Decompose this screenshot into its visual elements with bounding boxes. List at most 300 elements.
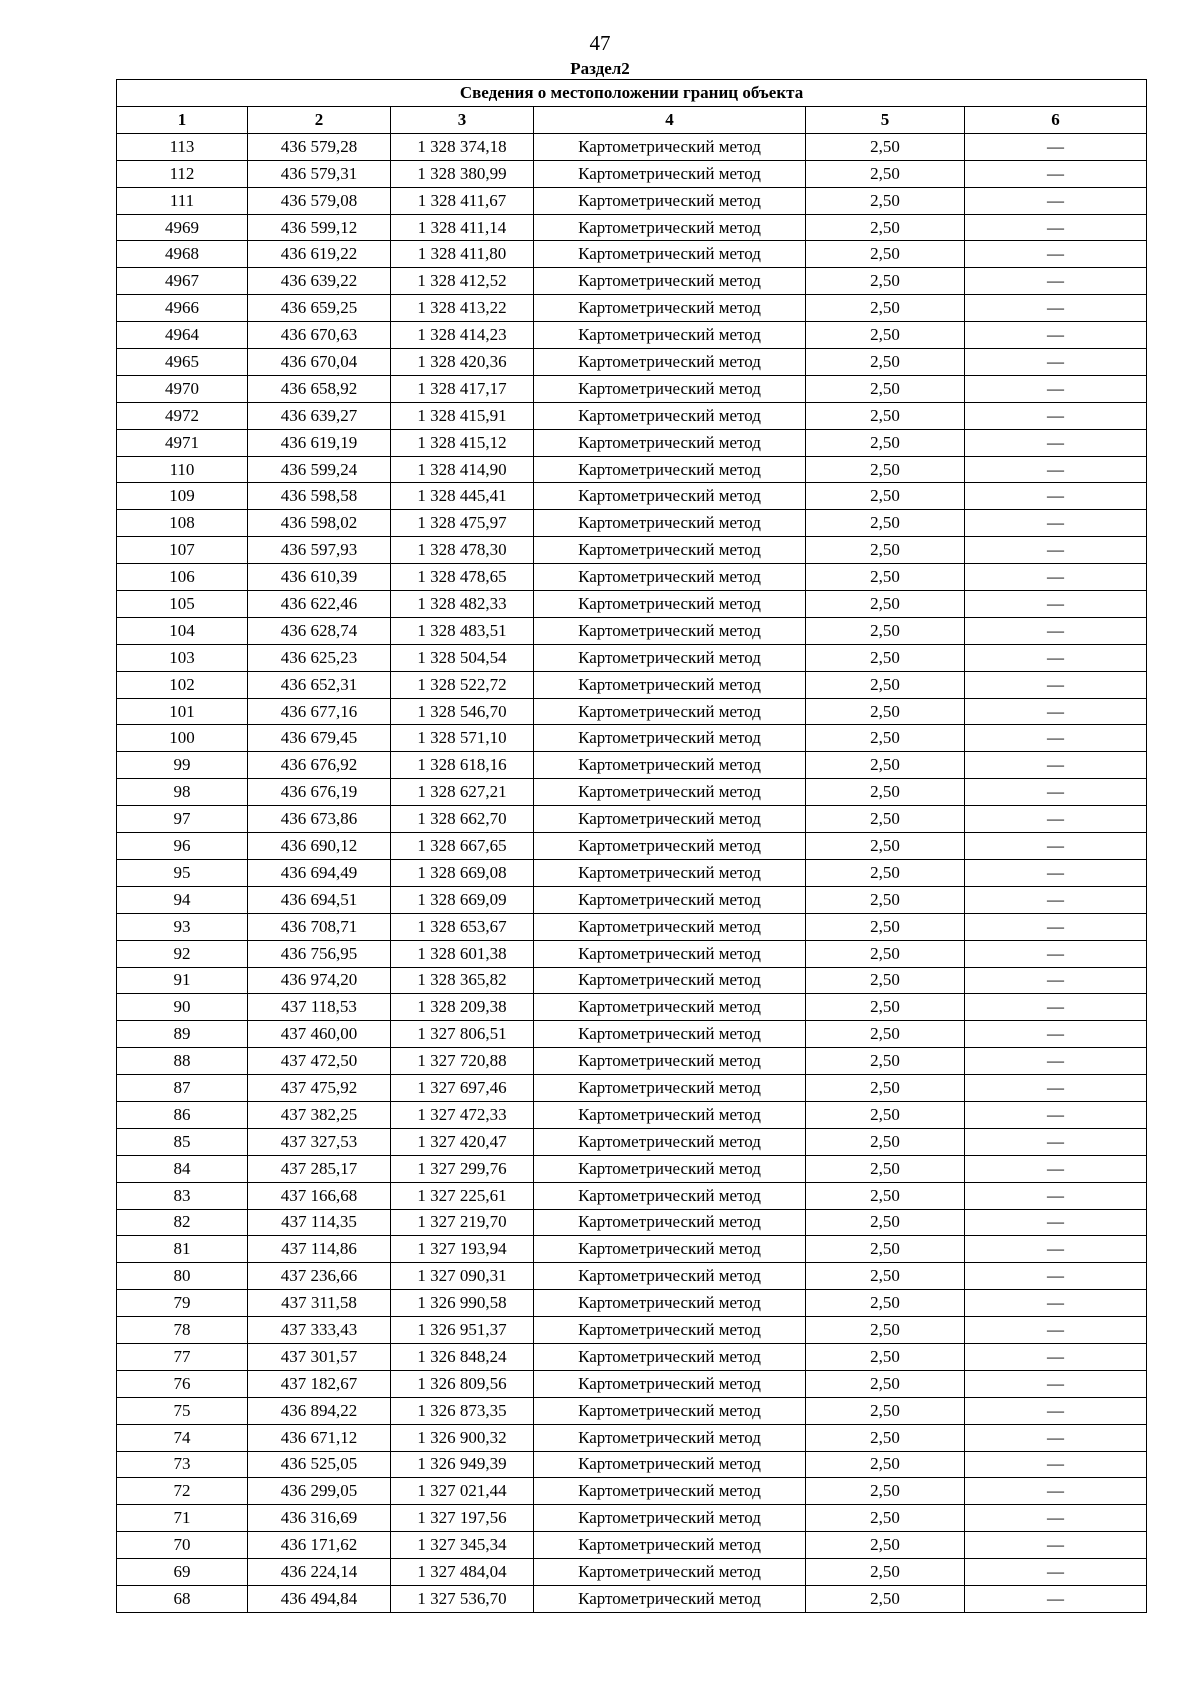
point-number-cell: 79: [117, 1290, 248, 1317]
table-row: [117, 1397, 1147, 1424]
y-coordinate-cell: 1 328 413,22: [391, 295, 534, 322]
accuracy-cell: 2,50: [806, 375, 965, 402]
note-cell: —: [965, 591, 1147, 618]
column-header: 3: [391, 107, 534, 134]
x-coordinate-cell: 436 579,28: [248, 133, 391, 160]
x-coordinate-cell: 437 166,68: [248, 1182, 391, 1209]
accuracy-cell: 2,50: [806, 160, 965, 187]
table-row: [117, 1478, 1147, 1505]
column-header: 5: [806, 107, 965, 134]
method-cell: Картометрический метод: [534, 994, 806, 1021]
table-row: [117, 375, 1147, 402]
method-cell: Картометрический метод: [534, 456, 806, 483]
x-coordinate-cell: 436 599,24: [248, 456, 391, 483]
x-coordinate-cell: 437 333,43: [248, 1317, 391, 1344]
accuracy-cell: 2,50: [806, 295, 965, 322]
x-coordinate-cell: 436 619,22: [248, 241, 391, 268]
table-row: [117, 940, 1147, 967]
accuracy-cell: 2,50: [806, 940, 965, 967]
method-cell: Картометрический метод: [534, 375, 806, 402]
x-coordinate-cell: 436 690,12: [248, 833, 391, 860]
method-cell: Картометрический метод: [534, 1101, 806, 1128]
table-caption: Сведения о местоположении границ объекта: [117, 80, 1147, 107]
y-coordinate-cell: 1 328 365,82: [391, 967, 534, 994]
point-number-cell: 98: [117, 779, 248, 806]
y-coordinate-cell: 1 328 412,52: [391, 268, 534, 295]
accuracy-cell: 2,50: [806, 133, 965, 160]
point-number-cell: 69: [117, 1559, 248, 1586]
column-header: 6: [965, 107, 1147, 134]
point-number-cell: 112: [117, 160, 248, 187]
note-cell: —: [965, 1048, 1147, 1075]
table-row: [117, 698, 1147, 725]
x-coordinate-cell: 437 382,25: [248, 1101, 391, 1128]
table-row: [117, 591, 1147, 618]
y-coordinate-cell: 1 328 415,12: [391, 429, 534, 456]
x-coordinate-cell: 436 659,25: [248, 295, 391, 322]
x-coordinate-cell: 437 285,17: [248, 1155, 391, 1182]
table-row: [117, 1317, 1147, 1344]
method-cell: Картометрический метод: [534, 322, 806, 349]
x-coordinate-cell: 436 598,58: [248, 483, 391, 510]
accuracy-cell: 2,50: [806, 1397, 965, 1424]
x-coordinate-cell: 436 598,02: [248, 510, 391, 537]
x-coordinate-cell: 437 236,66: [248, 1263, 391, 1290]
table-row: [117, 1559, 1147, 1586]
y-coordinate-cell: 1 328 445,41: [391, 483, 534, 510]
table-row: [117, 725, 1147, 752]
method-cell: Картометрический метод: [534, 295, 806, 322]
method-cell: Картометрический метод: [534, 160, 806, 187]
accuracy-cell: 2,50: [806, 1021, 965, 1048]
accuracy-cell: 2,50: [806, 591, 965, 618]
point-number-cell: 72: [117, 1478, 248, 1505]
method-cell: Картометрический метод: [534, 1263, 806, 1290]
accuracy-cell: 2,50: [806, 1585, 965, 1612]
note-cell: —: [965, 994, 1147, 1021]
table-row: [117, 1424, 1147, 1451]
table-row: [117, 1128, 1147, 1155]
x-coordinate-cell: 436 974,20: [248, 967, 391, 994]
y-coordinate-cell: 1 327 299,76: [391, 1155, 534, 1182]
x-coordinate-cell: 436 622,46: [248, 591, 391, 618]
table-row: [117, 1101, 1147, 1128]
method-cell: Картометрический метод: [534, 967, 806, 994]
note-cell: —: [965, 1101, 1147, 1128]
method-cell: Картометрический метод: [534, 1424, 806, 1451]
table-row: [117, 1021, 1147, 1048]
method-cell: Картометрический метод: [534, 241, 806, 268]
accuracy-cell: 2,50: [806, 1182, 965, 1209]
point-number-cell: 103: [117, 644, 248, 671]
method-cell: Картометрический метод: [534, 268, 806, 295]
y-coordinate-cell: 1 327 197,56: [391, 1505, 534, 1532]
section-label: Раздел2: [570, 59, 630, 78]
note-cell: —: [965, 725, 1147, 752]
table-row: [117, 133, 1147, 160]
table-row: [117, 1075, 1147, 1102]
x-coordinate-cell: 436 597,93: [248, 537, 391, 564]
y-coordinate-cell: 1 328 414,90: [391, 456, 534, 483]
x-coordinate-cell: 436 628,74: [248, 617, 391, 644]
y-coordinate-cell: 1 328 618,16: [391, 752, 534, 779]
point-number-cell: 68: [117, 1585, 248, 1612]
point-number-cell: 91: [117, 967, 248, 994]
point-number-cell: 81: [117, 1236, 248, 1263]
point-number-cell: 88: [117, 1048, 248, 1075]
x-coordinate-cell: 436 610,39: [248, 564, 391, 591]
x-coordinate-cell: 436 299,05: [248, 1478, 391, 1505]
page-number: 47: [589, 31, 611, 55]
accuracy-cell: 2,50: [806, 268, 965, 295]
table-row: [117, 1263, 1147, 1290]
x-coordinate-cell: 436 756,95: [248, 940, 391, 967]
accuracy-cell: 2,50: [806, 644, 965, 671]
note-cell: —: [965, 913, 1147, 940]
note-cell: —: [965, 1532, 1147, 1559]
column-header-row: [117, 107, 1147, 134]
point-number-cell: 83: [117, 1182, 248, 1209]
method-cell: Картометрический метод: [534, 1532, 806, 1559]
method-cell: Картометрический метод: [534, 1021, 806, 1048]
point-number-cell: 76: [117, 1370, 248, 1397]
point-number-cell: 71: [117, 1505, 248, 1532]
table-row: [117, 160, 1147, 187]
point-number-cell: 4964: [117, 322, 248, 349]
note-cell: —: [965, 295, 1147, 322]
method-cell: Картометрический метод: [534, 591, 806, 618]
point-number-cell: 4966: [117, 295, 248, 322]
table-row: [117, 1370, 1147, 1397]
note-cell: —: [965, 752, 1147, 779]
accuracy-cell: 2,50: [806, 1424, 965, 1451]
note-cell: —: [965, 1424, 1147, 1451]
y-coordinate-cell: 1 328 504,54: [391, 644, 534, 671]
method-cell: Картометрический метод: [534, 1048, 806, 1075]
accuracy-cell: 2,50: [806, 886, 965, 913]
point-number-cell: 89: [117, 1021, 248, 1048]
table-row: [117, 537, 1147, 564]
x-coordinate-cell: 436 671,12: [248, 1424, 391, 1451]
table-row: [117, 214, 1147, 241]
x-coordinate-cell: 436 619,19: [248, 429, 391, 456]
accuracy-cell: 2,50: [806, 1478, 965, 1505]
method-cell: Картометрический метод: [534, 429, 806, 456]
accuracy-cell: 2,50: [806, 1559, 965, 1586]
note-cell: —: [965, 698, 1147, 725]
table-row: [117, 1236, 1147, 1263]
point-number-cell: 90: [117, 994, 248, 1021]
method-cell: Картометрический метод: [534, 1397, 806, 1424]
note-cell: —: [965, 1559, 1147, 1586]
table-row: [117, 913, 1147, 940]
point-number-cell: 82: [117, 1209, 248, 1236]
y-coordinate-cell: 1 328 411,14: [391, 214, 534, 241]
y-coordinate-cell: 1 328 522,72: [391, 671, 534, 698]
x-coordinate-cell: 436 673,86: [248, 806, 391, 833]
x-coordinate-cell: 436 694,51: [248, 886, 391, 913]
y-coordinate-cell: 1 328 478,65: [391, 564, 534, 591]
note-cell: —: [965, 644, 1147, 671]
point-number-cell: 80: [117, 1263, 248, 1290]
accuracy-cell: 2,50: [806, 1370, 965, 1397]
x-coordinate-cell: 436 670,63: [248, 322, 391, 349]
table-row: [117, 349, 1147, 376]
accuracy-cell: 2,50: [806, 1101, 965, 1128]
column-header: 1: [117, 107, 248, 134]
column-header: 4: [534, 107, 806, 134]
note-cell: —: [965, 1182, 1147, 1209]
method-cell: Картометрический метод: [534, 1209, 806, 1236]
x-coordinate-cell: 436 677,16: [248, 698, 391, 725]
x-coordinate-cell: 436 708,71: [248, 913, 391, 940]
point-number-cell: 96: [117, 833, 248, 860]
y-coordinate-cell: 1 326 900,32: [391, 1424, 534, 1451]
accuracy-cell: 2,50: [806, 1155, 965, 1182]
method-cell: Картометрический метод: [534, 564, 806, 591]
note-cell: —: [965, 564, 1147, 591]
point-number-cell: 105: [117, 591, 248, 618]
point-number-cell: 75: [117, 1397, 248, 1424]
table-row: [117, 1343, 1147, 1370]
table-row: [117, 564, 1147, 591]
point-number-cell: 4968: [117, 241, 248, 268]
accuracy-cell: 2,50: [806, 994, 965, 1021]
method-cell: Картометрический метод: [534, 913, 806, 940]
x-coordinate-cell: 436 625,23: [248, 644, 391, 671]
y-coordinate-cell: 1 328 546,70: [391, 698, 534, 725]
y-coordinate-cell: 1 327 536,70: [391, 1585, 534, 1612]
method-cell: Картометрический метод: [534, 1370, 806, 1397]
x-coordinate-cell: 436 639,22: [248, 268, 391, 295]
y-coordinate-cell: 1 328 483,51: [391, 617, 534, 644]
method-cell: Картометрический метод: [534, 940, 806, 967]
x-coordinate-cell: 436 670,04: [248, 349, 391, 376]
method-cell: Картометрический метод: [534, 1505, 806, 1532]
note-cell: —: [965, 456, 1147, 483]
accuracy-cell: 2,50: [806, 1343, 965, 1370]
y-coordinate-cell: 1 327 193,94: [391, 1236, 534, 1263]
note-cell: —: [965, 1075, 1147, 1102]
note-cell: —: [965, 967, 1147, 994]
note-cell: —: [965, 375, 1147, 402]
table-row: [117, 1209, 1147, 1236]
table-row: [117, 402, 1147, 429]
accuracy-cell: 2,50: [806, 510, 965, 537]
method-cell: Картометрический метод: [534, 1075, 806, 1102]
point-number-cell: 95: [117, 859, 248, 886]
table-row: [117, 510, 1147, 537]
y-coordinate-cell: 1 328 411,67: [391, 187, 534, 214]
method-cell: Картометрический метод: [534, 187, 806, 214]
note-cell: —: [965, 483, 1147, 510]
note-cell: —: [965, 1263, 1147, 1290]
table-row: [117, 456, 1147, 483]
x-coordinate-cell: 437 460,00: [248, 1021, 391, 1048]
accuracy-cell: 2,50: [806, 752, 965, 779]
note-cell: —: [965, 1155, 1147, 1182]
accuracy-cell: 2,50: [806, 187, 965, 214]
accuracy-cell: 2,50: [806, 859, 965, 886]
x-coordinate-cell: 437 114,35: [248, 1209, 391, 1236]
x-coordinate-cell: 436 894,22: [248, 1397, 391, 1424]
table-row: [117, 617, 1147, 644]
x-coordinate-cell: 436 652,31: [248, 671, 391, 698]
note-cell: —: [965, 1290, 1147, 1317]
note-cell: —: [965, 268, 1147, 295]
accuracy-cell: 2,50: [806, 1532, 965, 1559]
method-cell: Картометрический метод: [534, 133, 806, 160]
point-number-cell: 4971: [117, 429, 248, 456]
x-coordinate-cell: 437 475,92: [248, 1075, 391, 1102]
point-number-cell: 111: [117, 187, 248, 214]
point-number-cell: 4972: [117, 402, 248, 429]
point-number-cell: 94: [117, 886, 248, 913]
point-number-cell: 4965: [117, 349, 248, 376]
x-coordinate-cell: 436 494,84: [248, 1585, 391, 1612]
accuracy-cell: 2,50: [806, 806, 965, 833]
method-cell: Картометрический метод: [534, 1451, 806, 1478]
note-cell: —: [965, 349, 1147, 376]
note-cell: —: [965, 617, 1147, 644]
point-number-cell: 99: [117, 752, 248, 779]
point-number-cell: 4969: [117, 214, 248, 241]
method-cell: Картометрический метод: [534, 779, 806, 806]
point-number-cell: 97: [117, 806, 248, 833]
accuracy-cell: 2,50: [806, 349, 965, 376]
y-coordinate-cell: 1 328 414,23: [391, 322, 534, 349]
accuracy-cell: 2,50: [806, 698, 965, 725]
method-cell: Картометрический метод: [534, 1585, 806, 1612]
y-coordinate-cell: 1 327 484,04: [391, 1559, 534, 1586]
note-cell: —: [965, 1343, 1147, 1370]
table-row: [117, 1155, 1147, 1182]
y-coordinate-cell: 1 328 669,08: [391, 859, 534, 886]
note-cell: —: [965, 779, 1147, 806]
y-coordinate-cell: 1 328 478,30: [391, 537, 534, 564]
accuracy-cell: 2,50: [806, 1048, 965, 1075]
x-coordinate-cell: 437 114,86: [248, 1236, 391, 1263]
point-number-cell: 77: [117, 1343, 248, 1370]
note-cell: —: [965, 160, 1147, 187]
accuracy-cell: 2,50: [806, 1236, 965, 1263]
accuracy-cell: 2,50: [806, 1128, 965, 1155]
point-number-cell: 107: [117, 537, 248, 564]
method-cell: Картометрический метод: [534, 644, 806, 671]
table-row: [117, 322, 1147, 349]
column-header: 2: [248, 107, 391, 134]
method-cell: Картометрический метод: [534, 698, 806, 725]
point-number-cell: 109: [117, 483, 248, 510]
y-coordinate-cell: 1 326 809,56: [391, 1370, 534, 1397]
x-coordinate-cell: 437 301,57: [248, 1343, 391, 1370]
y-coordinate-cell: 1 328 417,17: [391, 375, 534, 402]
x-coordinate-cell: 436 676,92: [248, 752, 391, 779]
table-row: [117, 967, 1147, 994]
method-cell: Картометрический метод: [534, 1317, 806, 1344]
y-coordinate-cell: 1 328 209,38: [391, 994, 534, 1021]
note-cell: —: [965, 1478, 1147, 1505]
point-number-cell: 85: [117, 1128, 248, 1155]
note-cell: —: [965, 1451, 1147, 1478]
y-coordinate-cell: 1 327 697,46: [391, 1075, 534, 1102]
point-number-cell: 113: [117, 133, 248, 160]
x-coordinate-cell: 436 579,08: [248, 187, 391, 214]
table-row: [117, 859, 1147, 886]
point-number-cell: 70: [117, 1532, 248, 1559]
x-coordinate-cell: 436 171,62: [248, 1532, 391, 1559]
y-coordinate-cell: 1 327 420,47: [391, 1128, 534, 1155]
accuracy-cell: 2,50: [806, 671, 965, 698]
accuracy-cell: 2,50: [806, 1505, 965, 1532]
note-cell: —: [965, 214, 1147, 241]
y-coordinate-cell: 1 328 380,99: [391, 160, 534, 187]
note-cell: —: [965, 833, 1147, 860]
accuracy-cell: 2,50: [806, 402, 965, 429]
accuracy-cell: 2,50: [806, 1317, 965, 1344]
x-coordinate-cell: 436 224,14: [248, 1559, 391, 1586]
table-body: [117, 133, 1147, 1612]
note-cell: —: [965, 402, 1147, 429]
y-coordinate-cell: 1 328 415,91: [391, 402, 534, 429]
y-coordinate-cell: 1 328 420,36: [391, 349, 534, 376]
point-number-cell: 110: [117, 456, 248, 483]
y-coordinate-cell: 1 328 482,33: [391, 591, 534, 618]
method-cell: Картометрический метод: [534, 859, 806, 886]
y-coordinate-cell: 1 326 990,58: [391, 1290, 534, 1317]
method-cell: Картометрический метод: [534, 1559, 806, 1586]
method-cell: Картометрический метод: [534, 214, 806, 241]
table-row: [117, 1182, 1147, 1209]
method-cell: Картометрический метод: [534, 1155, 806, 1182]
accuracy-cell: 2,50: [806, 322, 965, 349]
method-cell: Картометрический метод: [534, 752, 806, 779]
note-cell: —: [965, 886, 1147, 913]
point-number-cell: 73: [117, 1451, 248, 1478]
note-cell: —: [965, 187, 1147, 214]
accuracy-cell: 2,50: [806, 241, 965, 268]
x-coordinate-cell: 437 118,53: [248, 994, 391, 1021]
table-row: [117, 268, 1147, 295]
note-cell: —: [965, 429, 1147, 456]
accuracy-cell: 2,50: [806, 779, 965, 806]
accuracy-cell: 2,50: [806, 564, 965, 591]
x-coordinate-cell: 436 525,05: [248, 1451, 391, 1478]
method-cell: Картометрический метод: [534, 671, 806, 698]
method-cell: Картометрический метод: [534, 349, 806, 376]
table-row: [117, 806, 1147, 833]
y-coordinate-cell: 1 326 949,39: [391, 1451, 534, 1478]
note-cell: —: [965, 671, 1147, 698]
accuracy-cell: 2,50: [806, 537, 965, 564]
accuracy-cell: 2,50: [806, 1075, 965, 1102]
point-number-cell: 106: [117, 564, 248, 591]
accuracy-cell: 2,50: [806, 967, 965, 994]
table-row: [117, 671, 1147, 698]
table-row: [117, 1505, 1147, 1532]
method-cell: Картометрический метод: [534, 1343, 806, 1370]
table-row: [117, 644, 1147, 671]
y-coordinate-cell: 1 327 720,88: [391, 1048, 534, 1075]
note-cell: —: [965, 1370, 1147, 1397]
table-row: [117, 886, 1147, 913]
y-coordinate-cell: 1 328 653,67: [391, 913, 534, 940]
x-coordinate-cell: 436 676,19: [248, 779, 391, 806]
note-cell: —: [965, 322, 1147, 349]
table-row: [117, 994, 1147, 1021]
note-cell: —: [965, 1128, 1147, 1155]
method-cell: Картометрический метод: [534, 833, 806, 860]
